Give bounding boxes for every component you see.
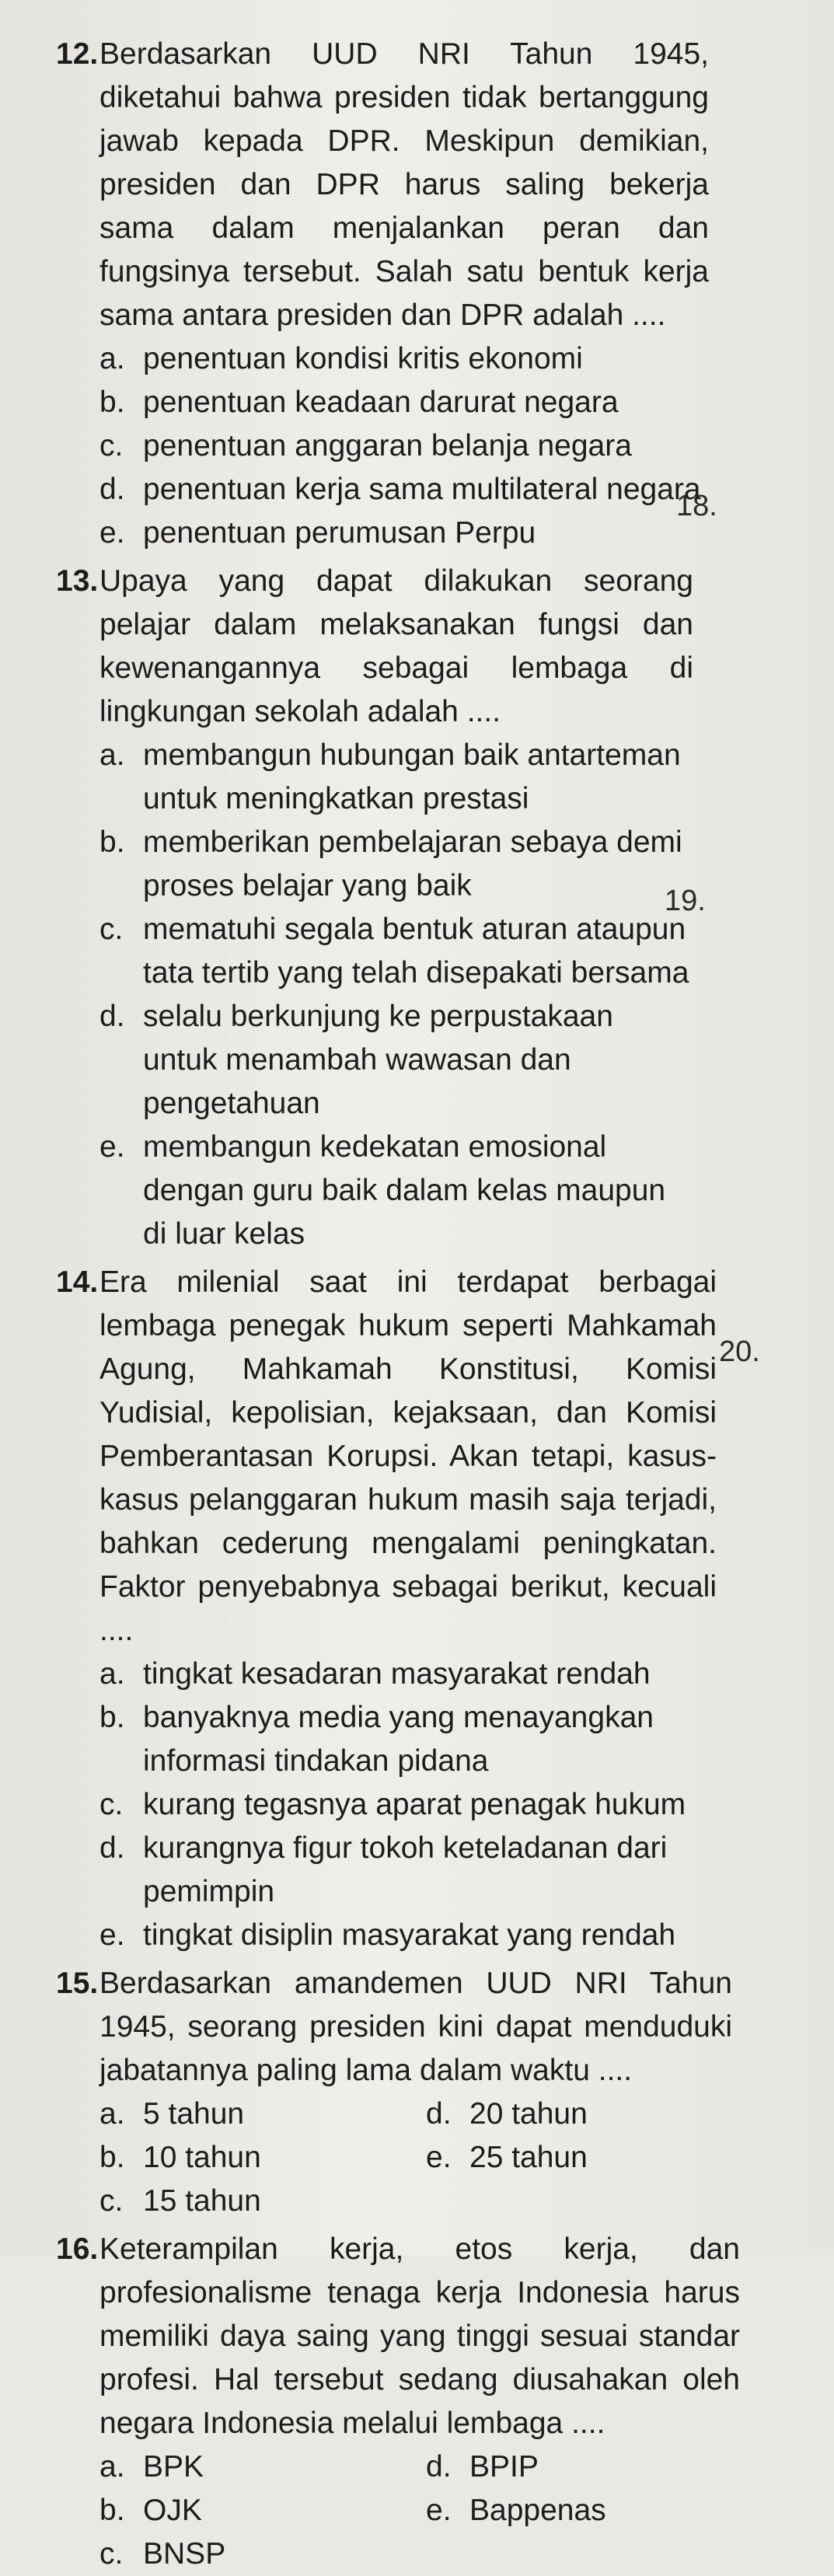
option-b[interactable] <box>99 821 693 908</box>
right-column-cut <box>777 0 834 2256</box>
question-text: Era milenial saat ini terdapat berbagai lembaga penegak hukum seperti Mahkamah Agung, Mahkamah Konstitusi, Komisi Yudisial, kepolisian, kejaksaan, dan Komisi Pemberantasan Korupsi. Akan tetapi, kasus-kasus pelanggaran hukum masih saja terjadi, bahkan cederung mengalami peningkatan. Faktor penyebabnya sebagai berikut, kecuali .... <box>99 1265 717 1647</box>
option-c[interactable] <box>99 2532 426 2576</box>
question-number: 16. <box>56 2232 99 2266</box>
option-d[interactable] <box>426 2445 752 2489</box>
option-text: tingkat disiplin masyarakat yang rendah <box>143 1918 676 1952</box>
option-text: 25 tahun <box>469 2141 588 2174</box>
question-stem <box>56 1261 717 1653</box>
question-15 <box>56 1957 732 2223</box>
option-letter: e. <box>99 516 125 550</box>
left-column-cut <box>0 0 23 2256</box>
option-letter: c. <box>99 429 124 462</box>
option-letter: d. <box>99 473 125 506</box>
option-b[interactable] <box>99 381 709 424</box>
option-text: BPIP <box>469 2450 539 2484</box>
option-letter: a. <box>99 738 125 772</box>
question-14 <box>56 1256 717 1957</box>
question-text: Upaya yang dapat dilakukan seorang pelajar dalam melaksanakan fungsi dan kewenangannya sebagai lembaga di lingkungan sekolah adalah .... <box>99 564 693 728</box>
option-letter: b. <box>99 826 125 859</box>
option-letter: d. <box>99 1831 125 1865</box>
option-c[interactable] <box>99 908 693 995</box>
question-stem <box>56 33 709 337</box>
option-text: 5 tahun <box>143 2097 245 2131</box>
option-b[interactable] <box>99 1696 687 1783</box>
option-text: 15 tahun <box>143 2184 261 2218</box>
option-text: penentuan keadaan darurat negara <box>143 386 619 419</box>
option-text: kurangnya figur tokoh keteladanan dari pemimpin <box>143 1831 668 1908</box>
question-stem <box>56 560 693 734</box>
option-text: memberikan pembelajaran sebaya demi proses belajar yang baik <box>143 826 682 902</box>
question-number: 14. <box>56 1265 99 1299</box>
option-text: BPK <box>143 2450 204 2484</box>
option-c[interactable] <box>99 2180 426 2223</box>
question-stem <box>56 1962 732 2093</box>
option-letter: a. <box>99 1657 125 1691</box>
option-e[interactable] <box>99 1914 717 1957</box>
question-text: Keterampilan kerja, etos kerja, dan profesionalisme tenaga kerja Indonesia harus memiliki daya saing yang tinggi sesuai standar profesi. Hal tersebut sedang diusahakan oleh negara Indonesia melalui lembaga .... <box>99 2232 740 2440</box>
option-text: kurang tegasnya aparat penagak hukum <box>143 1788 686 1821</box>
option-letter: a. <box>99 2450 125 2484</box>
option-letter: a. <box>99 2097 125 2131</box>
question-13 <box>56 555 693 1256</box>
option-letter: d. <box>426 2450 452 2484</box>
option-text: penentuan perumusan Perpu <box>143 516 536 550</box>
option-letter: d. <box>99 1000 125 1033</box>
option-letter: e. <box>426 2494 452 2527</box>
option-letter: b. <box>99 386 125 419</box>
option-e[interactable] <box>99 511 709 555</box>
option-letter: c. <box>99 913 124 946</box>
option-c[interactable] <box>99 1783 717 1827</box>
option-text: penentuan anggaran belanja negara <box>143 429 632 462</box>
next-column-question-19-number: 19. <box>665 885 706 917</box>
option-a[interactable] <box>99 1653 717 1696</box>
next-column-question-18-number: 18. <box>676 490 717 522</box>
option-text: Bappenas <box>469 2494 606 2527</box>
option-letter: b. <box>99 2141 125 2174</box>
option-letter: e. <box>426 2141 452 2174</box>
option-letter: c. <box>99 2537 124 2571</box>
option-d[interactable] <box>99 1827 717 1914</box>
option-a[interactable] <box>99 2093 426 2136</box>
option-text: OJK <box>143 2494 202 2527</box>
option-letter: b. <box>99 1701 125 1734</box>
option-c[interactable] <box>99 424 709 468</box>
option-e[interactable] <box>426 2136 752 2180</box>
option-d[interactable] <box>99 995 693 1126</box>
option-text: mematuhi segala bentuk aturan ataupun tata tertib yang telah disepakati bersama <box>143 913 689 990</box>
option-a[interactable] <box>99 2445 426 2489</box>
question-16 <box>56 2223 740 2576</box>
question-number: 15. <box>56 1967 99 2000</box>
option-letter: d. <box>426 2097 452 2131</box>
option-letter: a. <box>99 342 125 375</box>
option-d[interactable] <box>99 468 709 511</box>
question-number: 12. <box>56 37 99 71</box>
question-text: Berdasarkan UUD NRI Tahun 1945, diketahui bahwa presiden tidak bertanggung jawab kepada DPR. Meskipun demikian, presiden dan DPR harus saling bekerja sama dalam menjalankan peran dan fungsinya tersebut. Salah satu bentuk kerja sama antara presiden dan DPR adalah .... <box>99 37 709 332</box>
option-b[interactable] <box>99 2136 426 2180</box>
option-letter: b. <box>99 2494 125 2527</box>
option-a[interactable] <box>99 734 693 821</box>
next-column-question-20-number: 20. <box>719 1335 760 1368</box>
option-d[interactable] <box>426 2093 752 2136</box>
option-text: penentuan kondisi kritis ekonomi <box>143 342 583 375</box>
option-e[interactable] <box>99 1126 693 1256</box>
option-text: membangun hubungan baik antarteman untuk meningkatkan prestasi <box>143 738 681 815</box>
question-12 <box>56 0 709 555</box>
option-text: banyaknya media yang menayangkan informasi tindakan pidana <box>143 1701 654 1778</box>
option-letter: c. <box>99 1788 124 1821</box>
option-letter: e. <box>99 1130 125 1164</box>
question-number: 13. <box>56 564 99 598</box>
option-text: penentuan kerja sama multilateral negara <box>143 473 701 506</box>
option-letter: c. <box>99 2184 124 2218</box>
option-e[interactable] <box>426 2489 752 2532</box>
question-text: Berdasarkan amandemen UUD NRI Tahun 1945, seorang presiden kini dapat menduduki jabatannya paling lama dalam waktu .... <box>99 1967 732 2087</box>
option-text: 10 tahun <box>143 2141 261 2174</box>
option-text: selalu berkunjung ke perpustakaan untuk menambah wawasan dan pengetahuan <box>143 1000 613 1120</box>
option-text: BNSP <box>143 2537 226 2571</box>
option-text: tingkat kesadaran masyarakat rendah <box>143 1657 651 1691</box>
question-stem <box>56 2228 740 2445</box>
question-column <box>56 0 755 2576</box>
option-a[interactable] <box>99 337 709 381</box>
option-text: 20 tahun <box>469 2097 588 2131</box>
option-b[interactable] <box>99 2489 426 2532</box>
option-text: membangun kedekatan emosional dengan guru baik dalam kelas maupun di luar kelas <box>143 1130 666 1251</box>
option-letter: e. <box>99 1918 125 1952</box>
